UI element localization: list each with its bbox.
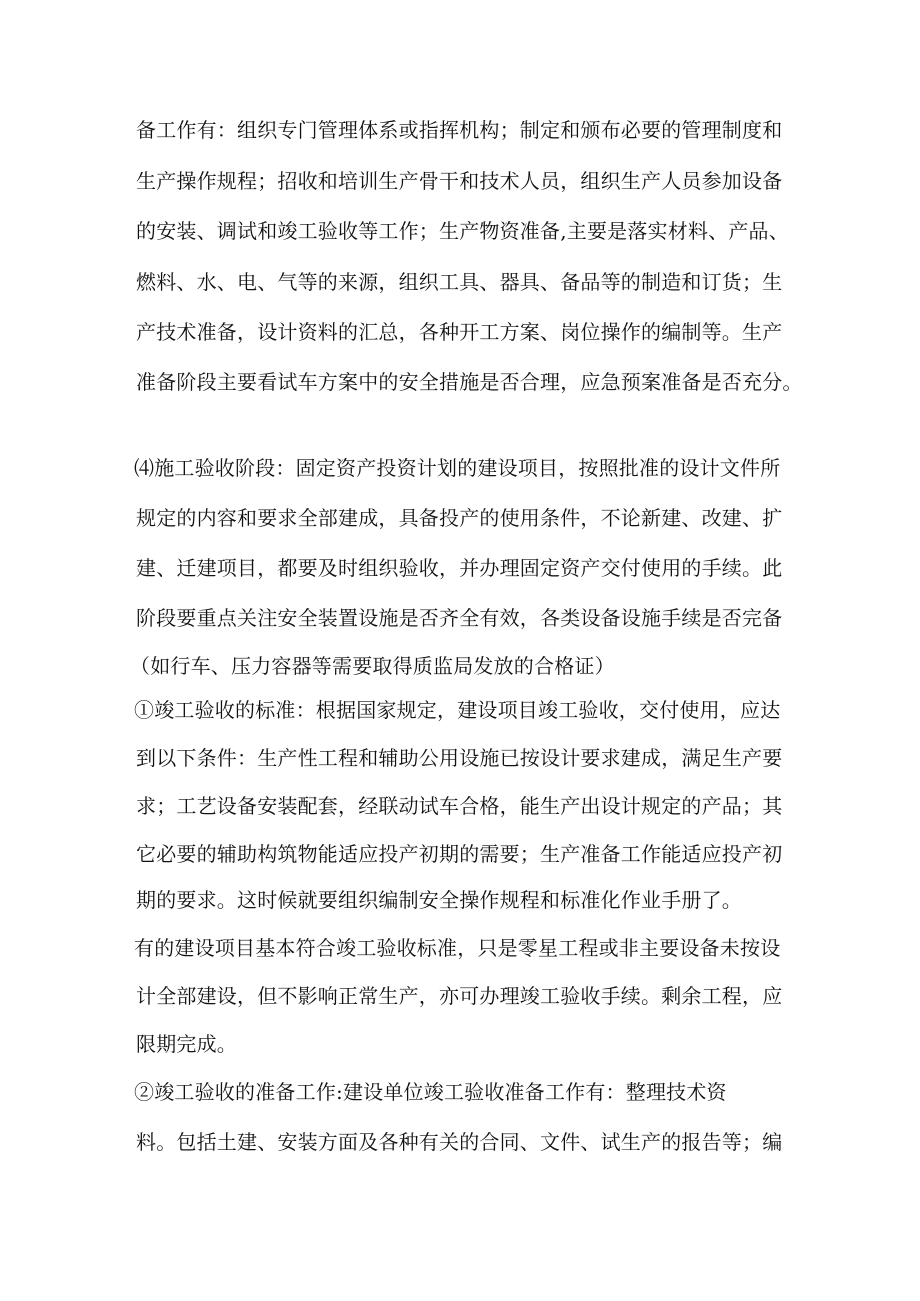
text-line-10: 阶段要重点关注安全装置设施是否齐全有效，各类设备设施手续是否完备	[136, 606, 783, 630]
text-line-2: 生产操作规程；招收和培训生产骨干和技术人员，组织生产人员参加设备	[136, 169, 783, 193]
text-line-21: 料。包括土建、安装方面及各种有关的合同、文件、试生产的报告等；编	[136, 1130, 783, 1154]
text-line-6: 准备阶段主要看试车方案中的安全措施是否合理，应急预案准备是否充分。	[136, 370, 803, 394]
text-line-9: 建、迁建项目，都要及时组织验收，并办理固定资产交付使用的手续。此	[136, 556, 783, 580]
text-line-8: 规定的内容和要求全部建成，具备投产的使用条件，不论新建、改建、扩	[136, 506, 783, 530]
text-line-1: 备工作有：组织专门管理体系或指挥机构；制定和颁布必要的管理制度和	[136, 118, 783, 142]
text-line-3: 的安装、调试和竣工验收等工作；生产物资准备,主要是落实材料、产品、	[136, 219, 789, 243]
text-line-19: 限期完成。	[136, 1032, 237, 1056]
text-line-20: ②竣工验收的准备工作:建设单位竣工验收准备工作有：整理技术资	[134, 1080, 727, 1104]
text-line-12: ①竣工验收的标准：根据国家规定，建设项目竣工验收，交付使用，应达	[134, 698, 781, 722]
text-line-11: （如行车、压力容器等需要取得质监局发放的合格证）	[130, 654, 615, 678]
text-line-18: 计全部建设，但不影响正常生产，亦可办理竣工验收手续。剩余工程，应	[136, 984, 783, 1008]
text-line-5: 产技术准备，设计资料的汇总，各种开工方案、岗位操作的编制等。生产	[136, 320, 783, 344]
text-line-15: 它必要的辅助构筑物能适应投产初期的需要；生产准备工作能适应投产初	[136, 842, 783, 866]
text-line-4: 燃料、水、电、气等的来源，组织工具、器具、备品等的制造和订货；生	[136, 270, 783, 294]
text-line-16: 期的要求。这时候就要组织编制安全操作规程和标准化作业手册了。	[136, 888, 742, 912]
text-line-7: ⑷施工验收阶段：固定资产投资计划的建设项目，按照批准的设计文件所	[134, 456, 781, 480]
text-line-17: 有的建设项目基本符合竣工验收标准，只是零星工程或非主要设备未按设	[134, 936, 781, 960]
text-line-13: 到以下条件：生产性工程和辅助公用设施已按设计要求建成，满足生产要	[136, 746, 783, 770]
text-line-14: 求；工艺设备安装配套，经联动试车合格，能生产出设计规定的产品；其	[136, 794, 783, 818]
